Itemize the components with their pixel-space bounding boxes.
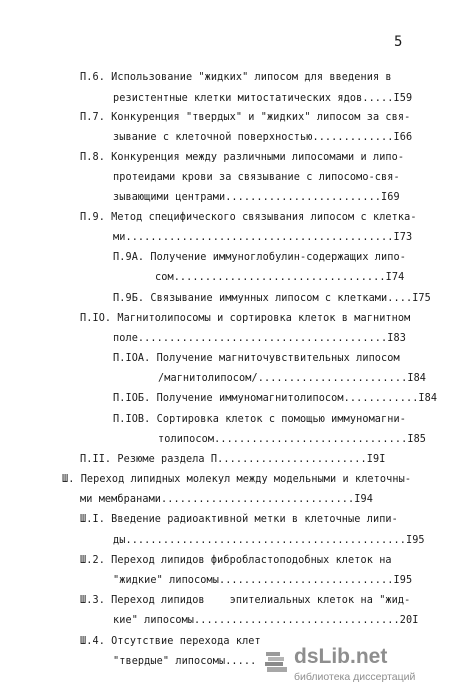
toc-line: П.IOВ. Сортировка клеток с помощью иммуномагни- [113,414,406,425]
toc-line: Ш.3. Переход липидов эпителиальных клеток на "жид- [80,595,411,606]
toc-line: П.9Б. Связывание иммунных липосом с клетками....I75 [113,293,431,304]
toc-line: Ш.I. Введение радиоактивной метки в клеточные липи- [80,514,398,525]
toc-line: зывание с клеточной поверхностью.............I66 [113,132,413,143]
toc-line: ми...........................................I73 [113,232,413,243]
watermark[interactable] [264,644,442,688]
toc-line: /магнитолипосом/........................I84 [158,373,427,384]
page-number: 5 [394,34,403,50]
toc-line: П.9. Метод специфического связывания липосом с клетка- [80,212,417,223]
toc-line: кие" липосомы.................................20I [113,615,419,626]
watermark-subtitle: библиотека диссертаций [294,671,416,683]
toc-line: зывающими центрами.........................I69 [113,192,400,203]
toc-line: Ш.2. Переход липидов фибробластоподобных клеток на [80,555,392,566]
toc-line: резистентные клетки митостатических ядов.....I59 [113,93,413,104]
toc-line: толипосом...............................I85 [158,434,427,445]
toc-line: П.7. Конкуренция "твердых" и "жидких" липосом за свя- [80,112,411,123]
book-stack-icon [264,650,290,678]
toc-line: ми мембранами...............................I94 [80,494,373,505]
toc-line: сом..................................I74 [155,272,405,283]
toc-line: поле........................................I83 [113,333,406,344]
toc-line: "жидкие" липосомы............................I95 [113,575,413,586]
toc-line: П.IOА. Получение магниточувствительных липосом [113,353,400,364]
toc-line: Ш. Переход липидных молекул между модельными и клеточны- [62,474,412,485]
watermark-logo: dsLib.net [294,645,388,668]
toc-line: П.IO. Магнитолипосомы и сортировка клеток в магнитном [80,313,411,324]
toc-line: Ш.4. Отсутствие перехода клет [80,636,261,647]
toc-line: П.9А. Получение иммуноглобулин-содержащих липо- [113,252,406,263]
toc-line: П.IOБ. Получение иммуномагнитолипосом............I84 [113,393,438,404]
toc-line: "твердые" липосомы..... [113,656,257,667]
toc-line: протеидами крови за связывание с липосомо-свя- [113,172,400,183]
toc-line: ды.............................................I95 [113,535,425,546]
toc-line: П.6. Использование "жидких" липосом для введения в [80,72,392,83]
toc-line: П.II. Резюме раздела П........................I9I [80,454,386,465]
toc-line: П.8. Конкуренция между различными липосомами и липо- [80,152,405,163]
